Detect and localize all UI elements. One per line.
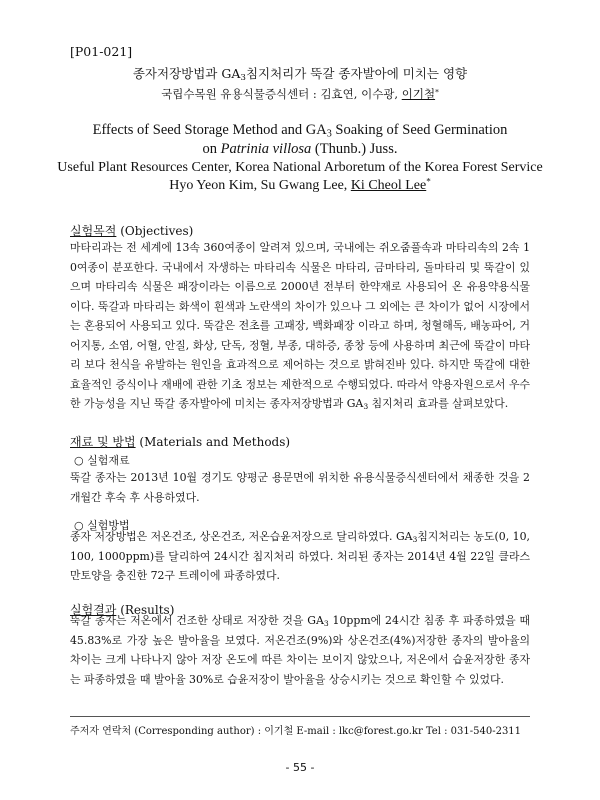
english-title-pre: Effects of Seed Storage Method and GA (92, 122, 327, 138)
methods-ga-sub: 3 (412, 534, 418, 544)
english-corresponding-mark: * (426, 176, 431, 187)
objectives-tail: 침지처리 효과를 살펴보았다. (368, 397, 509, 410)
korean-title-pre: 종자저장방법과 GA (132, 66, 241, 81)
korean-title (0, 64, 600, 82)
methods-text-pre: 종자 저장방법은 저온건조, 상온건조, 저온습윤저장으로 달리하였다. (70, 530, 396, 543)
methods-heading-en: (Materials and Methods) (135, 435, 291, 449)
objectives-ga: GA (346, 397, 364, 410)
english-authors (0, 178, 600, 194)
results-ga: GA (307, 614, 324, 627)
results-heading-ko: 실험결과 (70, 603, 117, 617)
english-title-post: Soaking of Seed Germination (331, 122, 508, 138)
results-ga-sub: 3 (323, 618, 329, 628)
english-title-line2 (0, 141, 600, 158)
korean-affiliation (0, 86, 600, 102)
objectives-heading (70, 222, 193, 239)
results-text-post: 10ppm에 24시간 침종 후 파종하였을 때 45.83%로 가장 높은 발아율을 보였다. 저온건조(9%)와 상온건조(4%)저장한 종자의 발아율의 차이는 크게 나타나지 않아 저장 온도에 따른 차이는 보이지 않았으나, 저온에서 습윤저장한 종자는 파종하였을 때 발아율 30%로 습윤저장이 발아율을 상승시키는 것으로 확인할 수 있었다. (70, 614, 530, 686)
methods-methods-text (70, 527, 530, 586)
objectives-heading-en: (Objectives) (116, 224, 194, 238)
english-title-line2-post: (Thunb.) Juss. (311, 141, 398, 157)
corresponding-author-footnote: 주저자 연락처 (Corresponding author) : 이기철 E-mail : lkc@forest.go.kr Tel : 031-540-2311 (70, 726, 522, 737)
methods-heading-ko: 재료 및 방법 (70, 435, 136, 449)
abstract-code: [P01-021] (70, 44, 133, 59)
english-title-line1 (0, 122, 600, 139)
korean-corresponding-mark: * (435, 87, 439, 97)
methods-materials-text: 뚝갈 종자는 2013년 10월 경기도 양평군 용문면에 위치한 유용식물증식센터에서 채종한 것을 2개월간 후숙 후 사용하였다. (70, 471, 530, 504)
english-title-sub: 3 (326, 128, 332, 140)
results-text (70, 611, 530, 689)
english-authors-text: Hyo Yeon Kim, Su Gwang Lee, (169, 178, 351, 193)
korean-affiliation-text: 국립수목원 유용식물증식센터 : 김효연, 이수광, (161, 87, 402, 101)
methods-heading (70, 433, 290, 450)
page-number: - 55 - (285, 761, 315, 774)
footnote-divider (70, 716, 530, 717)
methods-subheading-methods: ○ 실험방법 (74, 519, 130, 532)
objectives-text (70, 238, 530, 414)
results-heading-en: (Results) (116, 603, 175, 617)
results-text-pre: 뚝갈 종자는 저온에서 건조한 상태로 저장한 것을 (70, 614, 308, 627)
korean-title-sub: 3 (240, 73, 246, 84)
methods-subheading-materials: ○ 실험재료 (74, 454, 130, 467)
methods-text-post: 침지처리는 농도(0, 10, 100, 1000ppm)를 달리하여 24시간 침지처리 하였다. 처리된 종자는 2014년 4월 22일 클라스만토양을 충진한 72구 트레이에 파종하였다. (70, 530, 530, 582)
english-title-line2-pre: on (202, 141, 221, 157)
objectives-ga-sub: 3 (363, 401, 369, 411)
objectives-body: 마타리과는 전 세계에 13속 360여종이 알려져 있으며, 국내에는 쥐오줌풀속과 마타리속의 2속 10여종이 분포한다. 국내에서 자생하는 마타리속 식물은 마타리, 금마타리, 돌마타리 및 뚝갈이 있으며 마타리속 식물은 패장이라는 이름으로 2000년 전부터 한약재로 사용되어 온 유용약용식물이다. 뚝갈과 마타리는 화색이 흰색과 노란색의 차이가 있으나 그 외에는 큰 차이가 없어 시장에서는 혼용되어 사용되고 있다. 뚝갈은 전초를 고패장, 백화패장 이라고 하며, 청혈해독, 배농파어, 거어지통, 소염, 어혈, 안질, 화상, 단독, 정혈, 부종, 대하증, 종창 등에 사용하며 최근에 뚝갈이 마타리 보다 천식을 유발하는 원인을 효과적으로 제어하는 것으로 밝혀진바 있다. 하지만 뚝갈에 대한 효율적인 증식이나 재배에 관한 기초 정보는 제한적으로 수행되었다. 따라서 약용자원으로서 우수한 가능성을 지닌 뚝갈 종자발아에 미치는 종자저장방법과 (70, 241, 530, 410)
methods-ga: GA (395, 530, 413, 543)
korean-corresponding-author: 이기철 (401, 87, 436, 101)
objectives-heading-ko: 실험목적 (70, 224, 117, 238)
english-corresponding-author: Ki Cheol Lee (350, 178, 427, 193)
korean-title-post: 침지처리가 뚝갈 종자발아에 미치는 영향 (245, 66, 468, 81)
english-title-species: Patrinia villosa (220, 141, 312, 157)
english-affiliation: Useful Plant Resources Center, Korea National Arboretum of the Korea Forest Service (57, 160, 543, 175)
